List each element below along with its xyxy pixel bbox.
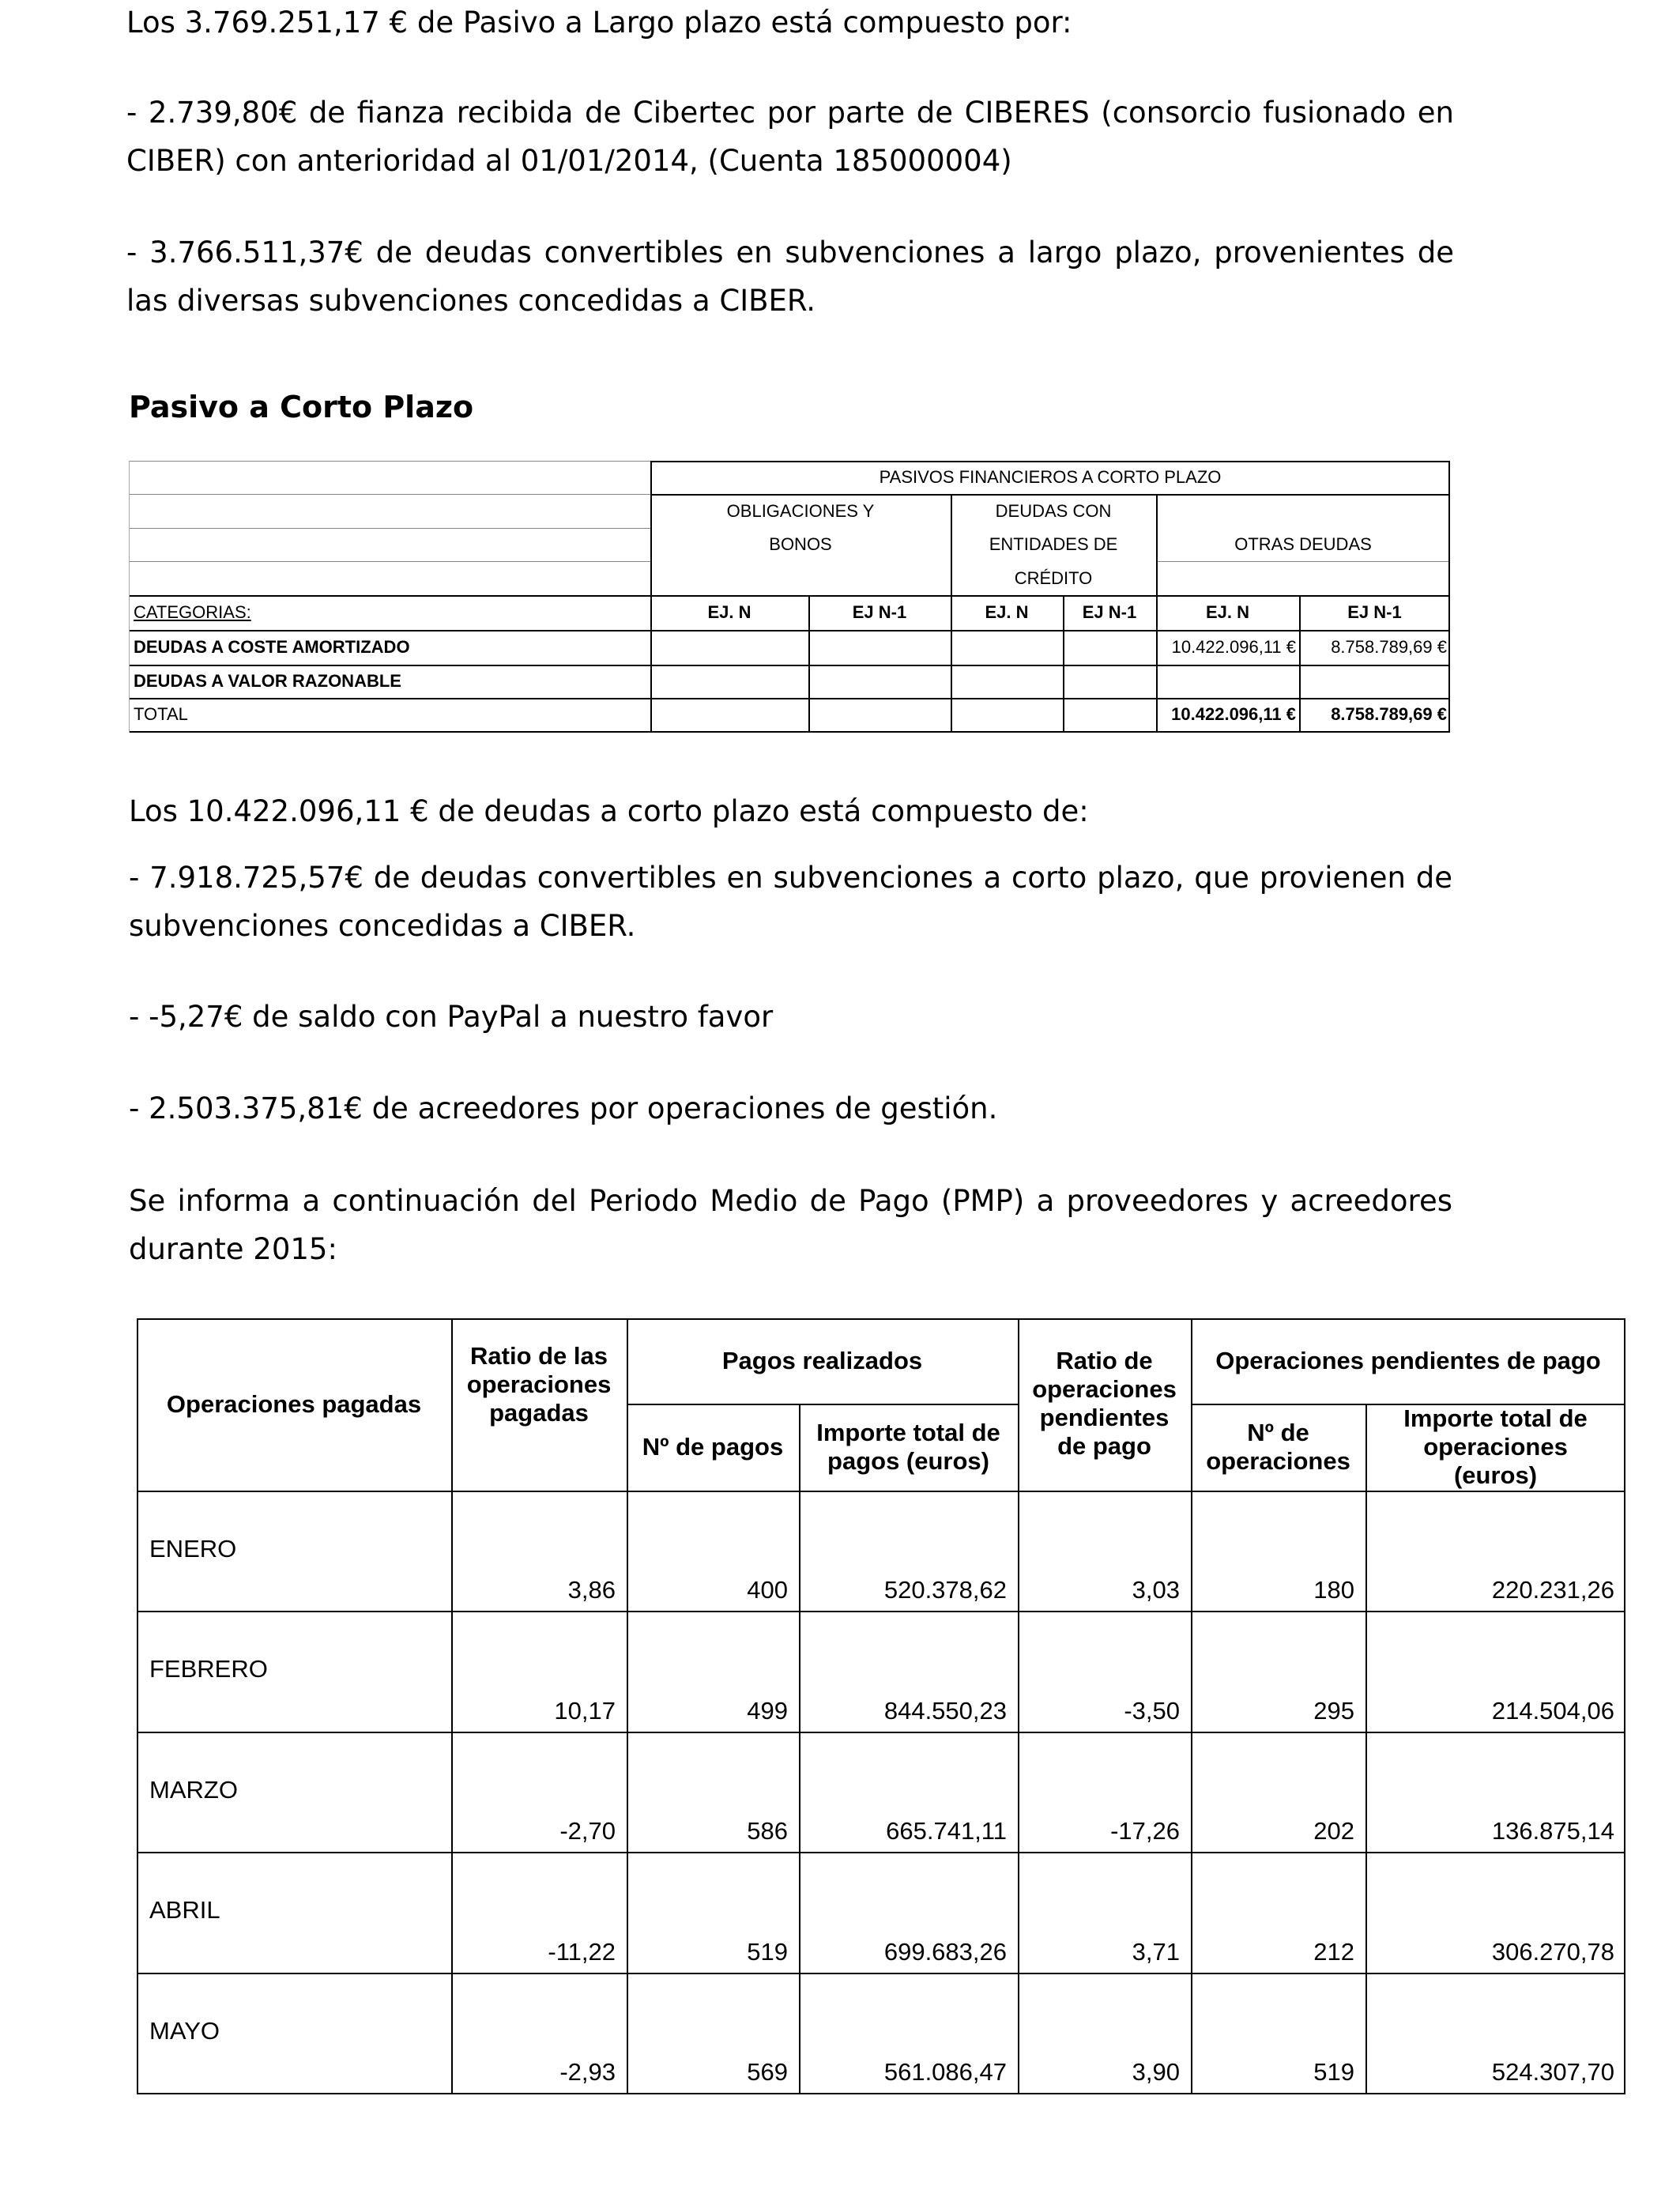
col-ej-n: EJ. N: [1205, 602, 1250, 622]
row-otras-n1: [1299, 665, 1450, 698]
deudas-lp-paragraph: - 3.766.511,37€ de deudas convertibles en subvenciones a largo plazo, provenientes de las diversas subvenciones concedidas a CIBER.: [126, 236, 1454, 318]
n-operaciones-value: 202: [1313, 1817, 1354, 1845]
col-ej-n1: EJ N-1: [1082, 602, 1137, 622]
ratio-pendientes-value: 3,71: [1132, 1938, 1180, 1966]
row-otras-n: 10.422.096,11 €: [1171, 637, 1296, 657]
header-ratio-pendientes: Ratio de operaciones pendientes de pago: [1032, 1347, 1177, 1460]
importe-pagos-value: 561.086,47: [883, 2058, 1007, 2086]
lp-summary-line: Los 3.769.251,17 € de Pasivo a Largo plazo está compuesto por:: [126, 6, 1072, 40]
group-otras-deudas: OTRAS DEUDAS: [1234, 534, 1372, 554]
month-label: MARZO: [149, 1776, 238, 1804]
month-label: FEBRERO: [149, 1655, 268, 1683]
header-n-operaciones: Nº de operaciones: [1206, 1419, 1350, 1475]
n-pagos-value: 499: [747, 1697, 788, 1725]
col-ej-n1: EJ N-1: [852, 602, 907, 622]
row-total-otras-n: 10.422.096,11 €: [1171, 704, 1296, 724]
month-label: ABRIL: [149, 1896, 220, 1924]
importe-operaciones-value: 220.231,26: [1491, 1576, 1614, 1604]
header-importe-pagos: Importe total de pagos (euros): [816, 1419, 1000, 1475]
importe-operaciones-value: 524.307,70: [1491, 2058, 1614, 2086]
header-operaciones-pagadas: Operaciones pagadas: [166, 1390, 422, 1418]
n-operaciones-value: 212: [1313, 1938, 1354, 1966]
importe-pagos-value: 520.378,62: [883, 1576, 1007, 1604]
group-deudas-line3: CRÉDITO: [1014, 567, 1093, 588]
importe-operaciones-value: 306.270,78: [1491, 1938, 1614, 1966]
n-pagos-value: 400: [747, 1576, 788, 1604]
cp-summary-line: Los 10.422.096,11 € de deudas a corto plazo está compuesto de:: [129, 794, 1089, 828]
group-obligaciones-line2: BONOS: [769, 534, 832, 554]
header-n-pagos: Nº de pagos: [642, 1433, 784, 1461]
importe-pagos-value: 665.741,11: [886, 1817, 1007, 1845]
col-ej-n1: EJ N-1: [1347, 602, 1402, 622]
categorias-label: CATEGORIAS:: [134, 602, 251, 622]
header-ratio-pagadas: Ratio de las operaciones pagadas: [466, 1342, 612, 1427]
row-label-total: TOTAL: [134, 704, 188, 724]
n-operaciones-value: 180: [1313, 1576, 1354, 1604]
fianza-paragraph: - 2.739,80€ de fianza recibida de Cibertec por parte de CIBERES (consorcio fusionado en CIBER) con anterioridad al 01/01/2014, (Cuenta 185000004): [126, 96, 1454, 178]
n-operaciones-value: 295: [1313, 1697, 1354, 1725]
header-pagos-realizados: Pagos realizados: [721, 1347, 923, 1374]
n-pagos-value: 519: [747, 1938, 788, 1966]
importe-operaciones-value: 214.504,06: [1491, 1697, 1614, 1725]
ratio-pendientes-value: 3,03: [1132, 1576, 1180, 1604]
importe-pagos-value: 699.683,26: [883, 1938, 1007, 1966]
importe-pagos-value: 844.550,23: [883, 1697, 1007, 1725]
pmp-table: [137, 1318, 1625, 2094]
month-label: ENERO: [149, 1535, 237, 1563]
ratio-pendientes-value: -17,26: [1110, 1817, 1180, 1845]
ratio-pendientes-value: -3,50: [1124, 1697, 1180, 1725]
pasivos-cp-table: [129, 461, 1450, 733]
n-operaciones-value: 519: [1313, 2058, 1354, 2086]
n-pagos-value: 586: [747, 1817, 788, 1845]
pmp-intro: Se informa a continuación del Periodo Medio de Pago (PMP) a proveedores y acreedores durante 2015:: [129, 1184, 1452, 1266]
header-importe-operaciones: Importe total de operaciones (euros): [1403, 1404, 1588, 1489]
month-label: MAYO: [149, 2017, 220, 2045]
importe-operaciones-value: 136.875,14: [1491, 1817, 1614, 1845]
ratio-pagadas-value: -2,93: [559, 2058, 616, 2086]
ratio-pagadas-value: 3,86: [567, 1576, 616, 1604]
row-otras-n: [1156, 665, 1299, 698]
cp-item-paypal: - -5,27€ de saldo con PayPal a nuestro favor: [129, 1000, 774, 1034]
group-deudas-line2: ENTIDADES DE: [989, 534, 1118, 554]
ratio-pagadas-value: -2,70: [559, 1817, 616, 1845]
row-label: DEUDAS A COSTE AMORTIZADO: [134, 637, 410, 657]
header-operaciones-pendientes: Operaciones pendientes de pago: [1215, 1347, 1601, 1374]
n-pagos-value: 569: [747, 2058, 788, 2086]
ratio-pendientes-value: 3,90: [1132, 2058, 1180, 2086]
group-deudas-line1: DEUDAS CON: [995, 500, 1112, 521]
cp-item-acreedores: - 2.503.375,81€ de acreedores por operaciones de gestión.: [129, 1091, 998, 1125]
col-ej-n: EJ. N: [985, 602, 1029, 622]
ratio-pagadas-value: -11,22: [548, 1938, 616, 1966]
table1-title: PASIVOS FINANCIEROS A CORTO PLAZO: [879, 467, 1222, 487]
cp-item-subvenciones: - 7.918.725,57€ de deudas convertibles en subvenciones a corto plazo, que provienen de subvenciones concedidas a CIBER.: [129, 861, 1452, 943]
group-obligaciones-line1: OBLIGACIONES Y: [726, 500, 875, 521]
section-title: Pasivo a Corto Plazo: [129, 390, 474, 424]
row-label: DEUDAS A VALOR RAZONABLE: [134, 671, 401, 691]
row-otras-n1: 8.758.789,69 €: [1331, 637, 1447, 657]
col-ej-n: EJ. N: [707, 602, 751, 622]
row-total-otras-n1: 8.758.789,69 €: [1331, 704, 1447, 724]
ratio-pagadas-value: 10,17: [554, 1697, 616, 1725]
